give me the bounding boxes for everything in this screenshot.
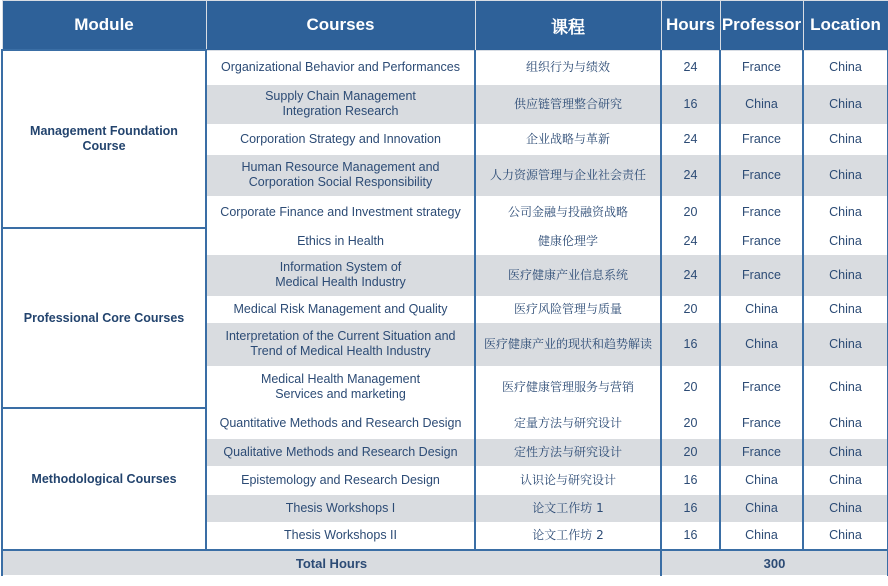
hours-cell: 16 xyxy=(661,522,720,550)
course-name: Information System of Medical Health Industry xyxy=(206,254,475,296)
hours-cell: 24 xyxy=(661,124,720,154)
course-name-zh: 人力资源管理与企业社会责任 xyxy=(475,154,661,196)
location-cell: China xyxy=(803,296,888,322)
professor-cell: France xyxy=(720,124,803,154)
table-row xyxy=(2,408,888,438)
course-name-zh: 论文工作坊 1 xyxy=(475,494,661,522)
module-cell: Management Foundation Course xyxy=(2,50,206,228)
professor-cell: China xyxy=(720,494,803,522)
location-cell: China xyxy=(803,522,888,550)
header-location: Location xyxy=(803,1,888,51)
course-name-zh: 供应链管理整合研究 xyxy=(475,84,661,124)
hours-cell: 24 xyxy=(661,254,720,296)
course-name: Qualitative Methods and Research Design xyxy=(206,438,475,466)
module-cell: Professional Core Courses xyxy=(2,228,206,408)
location-cell: China xyxy=(803,196,888,228)
professor-cell: China xyxy=(720,322,803,366)
course-name: Thesis Workshops II xyxy=(206,522,475,550)
hours-cell: 16 xyxy=(661,84,720,124)
location-cell: China xyxy=(803,84,888,124)
professor-cell: China xyxy=(720,522,803,550)
table-row xyxy=(2,228,888,254)
course-name: Medical Risk Management and Quality xyxy=(206,296,475,322)
professor-cell: France xyxy=(720,196,803,228)
total-value: 300 xyxy=(661,550,888,576)
course-name: Interpretation of the Current Situation and Trend of Medical Health Industry xyxy=(206,322,475,366)
course-table xyxy=(1,0,888,576)
header-row xyxy=(2,1,888,51)
course-name: Quantitative Methods and Research Design xyxy=(206,408,475,438)
location-cell: China xyxy=(803,408,888,438)
course-name-zh: 公司金融与投融资战略 xyxy=(475,196,661,228)
course-name: Corporation Strategy and Innovation xyxy=(206,124,475,154)
professor-cell: China xyxy=(720,296,803,322)
hours-cell: 24 xyxy=(661,50,720,84)
hours-cell: 24 xyxy=(661,228,720,254)
table-row xyxy=(2,50,888,84)
professor-cell: China xyxy=(720,84,803,124)
total-row xyxy=(2,550,888,576)
hours-cell: 16 xyxy=(661,322,720,366)
course-name-zh: 企业战略与革新 xyxy=(475,124,661,154)
hours-cell: 16 xyxy=(661,466,720,494)
hours-cell: 20 xyxy=(661,408,720,438)
hours-cell: 20 xyxy=(661,296,720,322)
course-name: Supply Chain Management Integration Research xyxy=(206,84,475,124)
course-name: Medical Health Management Services and marketing xyxy=(206,366,475,408)
course-name-zh: 组织行为与绩效 xyxy=(475,50,661,84)
course-name-zh: 论文工作坊 2 xyxy=(475,522,661,550)
course-name-zh: 医疗健康产业的现状和趋势解读 xyxy=(475,322,661,366)
location-cell: China xyxy=(803,124,888,154)
hours-cell: 16 xyxy=(661,494,720,522)
professor-cell: France xyxy=(720,438,803,466)
hours-cell: 24 xyxy=(661,154,720,196)
location-cell: China xyxy=(803,438,888,466)
course-name: Epistemology and Research Design xyxy=(206,466,475,494)
professor-cell: France xyxy=(720,50,803,84)
course-name-zh: 定性方法与研究设计 xyxy=(475,438,661,466)
professor-cell: France xyxy=(720,408,803,438)
course-name-zh: 医疗健康管理服务与营销 xyxy=(475,366,661,408)
course-name: Human Resource Management and Corporation Social Responsibility xyxy=(206,154,475,196)
header-professor: Professor xyxy=(720,1,803,51)
professor-cell: France xyxy=(720,254,803,296)
course-name: Ethics in Health xyxy=(206,228,475,254)
header-module: Module xyxy=(2,1,206,51)
total-label: Total Hours xyxy=(2,550,661,576)
location-cell: China xyxy=(803,466,888,494)
hours-cell: 20 xyxy=(661,438,720,466)
location-cell: China xyxy=(803,50,888,84)
location-cell: China xyxy=(803,254,888,296)
table-body xyxy=(2,50,888,550)
course-name: Organizational Behavior and Performances xyxy=(206,50,475,84)
header-hours: Hours xyxy=(661,1,720,51)
module-cell: Methodological Courses xyxy=(2,408,206,550)
course-name-zh: 认识论与研究设计 xyxy=(475,466,661,494)
header-courses-zh: 课程 xyxy=(475,1,661,51)
hours-cell: 20 xyxy=(661,196,720,228)
course-name-zh: 健康伦理学 xyxy=(475,228,661,254)
professor-cell: France xyxy=(720,366,803,408)
course-name-zh: 医疗健康产业信息系统 xyxy=(475,254,661,296)
location-cell: China xyxy=(803,228,888,254)
professor-cell: France xyxy=(720,154,803,196)
professor-cell: China xyxy=(720,466,803,494)
professor-cell: France xyxy=(720,228,803,254)
course-name-zh: 定量方法与研究设计 xyxy=(475,408,661,438)
header-courses: Courses xyxy=(206,1,475,51)
course-name: Corporate Finance and Investment strategy xyxy=(206,196,475,228)
location-cell: China xyxy=(803,366,888,408)
location-cell: China xyxy=(803,154,888,196)
course-name: Thesis Workshops I xyxy=(206,494,475,522)
location-cell: China xyxy=(803,494,888,522)
location-cell: China xyxy=(803,322,888,366)
hours-cell: 20 xyxy=(661,366,720,408)
course-name-zh: 医疗风险管理与质量 xyxy=(475,296,661,322)
